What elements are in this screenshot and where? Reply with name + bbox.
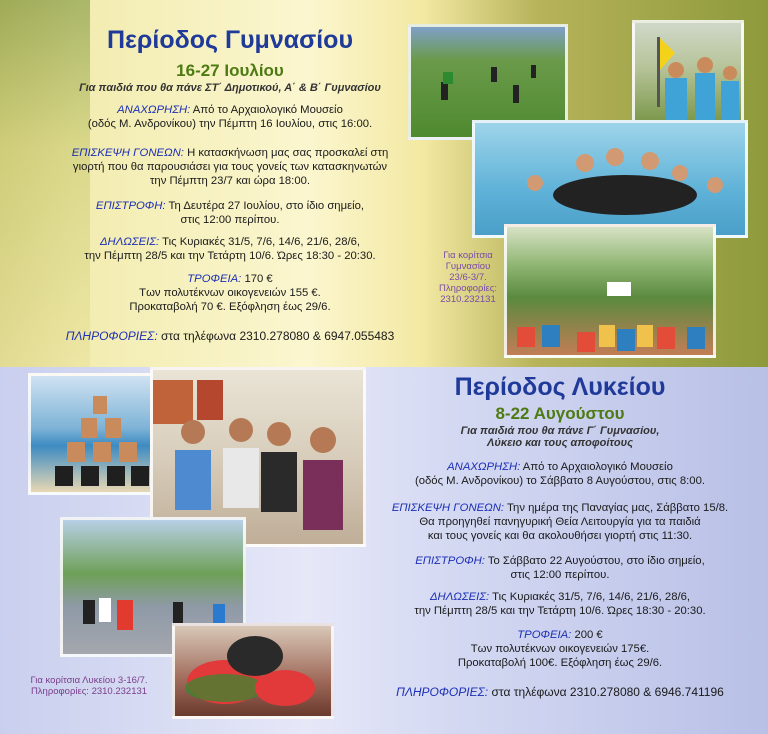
lyc-departure-line1: Από το Αρχαιολογικό Μουσείο: [522, 461, 673, 473]
inflatable-boat: [553, 175, 697, 215]
gym-fee-line2: Των πολυτέκνων οικογενειών 155 €.: [139, 287, 321, 299]
gym-fee-line1: 170 €: [244, 273, 273, 285]
lyc-fee-label: ΤΡΟΦΕΙΑ:: [517, 629, 572, 641]
lyc-subtitle-line1: Για παιδιά που θα πάνε Γ΄ Γυμνασίου,: [460, 425, 660, 437]
lyc-return: [380, 554, 740, 582]
gym-parents-line2: γιορτή που θα παρουσιάσει για τους γονείς των κατασκηνωτών: [72, 161, 388, 173]
gym-registrations: [48, 235, 412, 263]
lyc-reg-line1: Τις Κυριακές 31/5, 7/6, 14/6, 21/6, 28/6,: [492, 591, 691, 603]
gym-fee-line3: Προκαταβολή 70 €. Εξόφληση έως 29/6.: [129, 301, 331, 313]
gym-fees: [50, 272, 410, 314]
gym-parents-line1: Η κατασκήνωση μας σας προσκαλεί στη: [187, 147, 389, 159]
gym-return: [50, 199, 410, 227]
lyc-departure-line2: (οδός Μ. Ανδρονίκου) το Σάββατο 8 Αυγούστου, στις 8:00.: [414, 475, 706, 487]
icon-painting: [153, 380, 193, 424]
gym-info-text: στα τηλέφωνα 2310.278080 & 6947.055483: [161, 329, 395, 343]
lyc-girls-note: [4, 675, 174, 697]
lyc-title: Περίοδος Λυκείου: [454, 373, 666, 401]
gym-girls-line5: 2310.232131: [440, 294, 496, 305]
gym-departure-line2: (οδός Μ. Ανδρονίκου) την Πέμπτη 16 Ιουλίου, στις 16:00.: [87, 118, 373, 130]
pool-illustration: [475, 123, 748, 238]
gym-info: [40, 329, 420, 343]
gym-girls-line2: Γυμνασίου: [445, 261, 491, 272]
lyceum-section: [0, 367, 768, 734]
lyc-return-line1: Το Σάββατο 22 Αυγούστου, στο ίδιο σημείο,: [487, 555, 705, 567]
lyc-departure-label: ΑΝΑΧΩΡΗΣΗ:: [447, 461, 521, 473]
lyc-fee-line3: Προκαταβολή 100€. Εξόφληση έως 29/6.: [457, 657, 663, 669]
gym-girls-line1: Για κορίτσια: [443, 250, 493, 261]
lyc-parents-line3: και τους γονείς και θα ακολουθήσει γιορτή στις 11:30.: [427, 530, 693, 542]
gym-subtitle: Για παιδιά που θα πάνε ΣΤ΄ Δημοτικού, Α΄ & Β΄ Γυμνασίου: [79, 82, 381, 94]
lyc-parents-label: ΕΠΙΣΚΕΨΗ ΓΟΝΕΩΝ:: [391, 502, 505, 514]
human-pyramid-illustration: [31, 376, 166, 495]
lyc-departure: [380, 460, 740, 488]
lyc-dates: 8-22 Αυγούστου: [495, 404, 625, 423]
gym-return-line2: στις 12:00 περίπου.: [180, 214, 280, 226]
gym-parents-visit: [48, 146, 412, 188]
gym-departure: [50, 103, 410, 131]
lyc-return-label: ΕΠΙΣΤΡΟΦΗ:: [415, 555, 485, 567]
lyc-info-label: ΠΛΗΡΟΦΟΡΙΕΣ:: [396, 685, 489, 699]
lyc-reg-line2: την Πέμπτη 28/5 και την Τετάρτη 10/6. Ώρες 18:30 - 20:30.: [414, 605, 706, 617]
gym-departure-line1: Από το Αρχαιολογικό Μουσείο: [192, 104, 343, 116]
lyc-parents-line1: Την ημέρα της Παναγίας μας, Σάββατο 15/8.: [506, 502, 729, 514]
gym-girls-note: [428, 250, 508, 305]
photo-beach-pyramid: [28, 373, 166, 495]
gym-info-label: ΠΛΗΡΟΦΟΡΙΕΣ:: [65, 329, 158, 343]
lyc-girls-line2: Πληροφορίες: 2310.232131: [30, 686, 148, 697]
lyc-fee-line2: Των πολυτέκνων οικογενειών 175€.: [470, 643, 650, 655]
gym-parents-label: ΕΠΙΣΚΕΨΗ ΓΟΝΕΩΝ:: [71, 147, 184, 159]
lyc-fee-line1: 200 €: [574, 629, 603, 641]
lyc-subtitle-line2: Λύκειο και τους αποφοίτους: [487, 437, 633, 449]
gym-return-line1: Τη Δευτέρα 27 Ιουλίου, στο ίδιο σημείο,: [168, 200, 365, 212]
gathering-illustration: [507, 227, 716, 358]
gym-reg-line2: την Πέμπτη 28/5 και την Τετάρτη 10/6. Ώρες 18:30 - 20:30.: [84, 250, 376, 262]
lyc-info-text: στα τηλέφωνα 2310.278080 & 6946.741196: [491, 685, 724, 699]
lyc-info: [360, 685, 760, 699]
lyc-reg-label: ΔΗΛΩΣΕΙΣ:: [429, 591, 490, 603]
lyc-girls-line1: Για κορίτσια Λυκείου 3-16/7.: [30, 675, 148, 686]
gym-girls-line3: 23/6-3/7.: [449, 272, 487, 283]
photo-swimming-pool: [472, 120, 748, 238]
watermelon-illustration: [175, 626, 334, 719]
gym-reg-label: ΔΗΛΩΣΕΙΣ:: [99, 236, 160, 248]
lyc-parents-line2: Θα προηγηθεί πανηγυρική Θεία Λειτουργία για τα παιδιά: [419, 516, 701, 528]
gym-dates: 16-27 Ιουλίου: [176, 61, 284, 80]
lyc-subtitle: [380, 425, 740, 449]
gym-parents-line3: την Πέμπτη 23/7 και ώρα 18:00.: [149, 175, 311, 187]
lyc-return-line2: στις 12:00 περίπου.: [510, 569, 610, 581]
gym-departure-label: ΑΝΑΧΩΡΗΣΗ:: [117, 104, 191, 116]
gym-fee-label: ΤΡΟΦΕΙΑ:: [187, 273, 242, 285]
gym-title: Περίοδος Γυμνασίου: [107, 26, 353, 54]
photo-watermelon: [172, 623, 334, 719]
photo-campers-flag: [632, 20, 744, 136]
lyc-parents-visit: [356, 501, 764, 543]
photo-outdoor-gathering: [504, 224, 716, 358]
gym-girls-line4: Πληροφορίες:: [439, 283, 497, 294]
lyc-registrations: [370, 590, 750, 618]
gym-return-label: ΕΠΙΣΤΡΟΦΗ:: [95, 200, 166, 212]
lyc-fees: [380, 628, 740, 670]
gym-reg-line1: Τις Κυριακές 31/5, 7/6, 14/6, 21/6, 28/6,: [162, 236, 361, 248]
